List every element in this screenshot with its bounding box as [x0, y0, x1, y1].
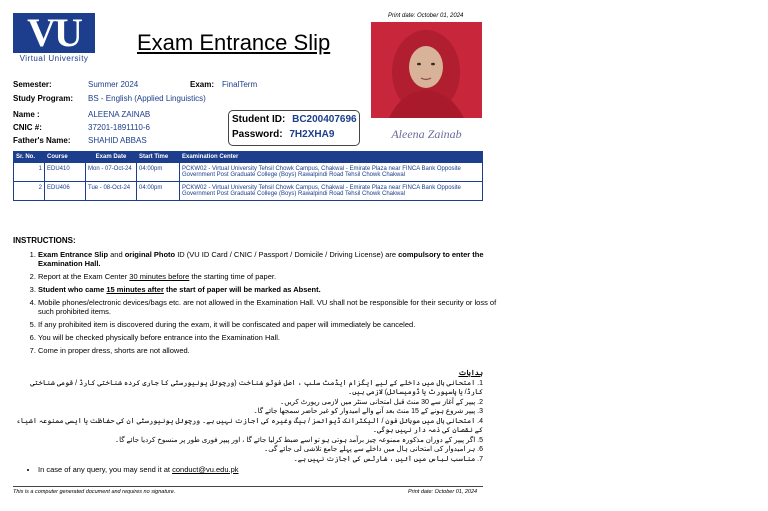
father-label: Father's Name:: [13, 136, 71, 145]
urdu-line: 1. امتحانی ہال میں داخلے کے لیے ایگزام ایڈمٹ سلپ ، اصل فوٹو شناخت (ورچوئل یونیورسٹی کا جاری کردہ شناختی کارڈ / قومی شناختی کارڈ/ یا پاسپورٹ یا ڈومیسائل) لازمی ہیں۔: [30, 379, 483, 396]
col-course: Course: [45, 152, 86, 163]
instructions-list: [13, 250, 513, 359]
contact-email-link[interactable]: conduct@vu.edu.pk: [172, 465, 239, 474]
cell-course: EDU406: [45, 182, 86, 201]
exam-label: Exam:: [190, 80, 215, 89]
exam-schedule-table: [13, 151, 483, 201]
program-label: Study Program:: [13, 94, 74, 103]
student-id-value: BC200407696: [292, 114, 357, 125]
student-photo-image: [371, 22, 482, 118]
vu-logo: VU: [13, 13, 95, 53]
urdu-line: 6. ہر امیدوار کی امتحانی ہال میں داخلے سے پہلے جامع تلاشی لی جائے گی۔: [264, 446, 483, 453]
list-item: 6. You will be checked physically before entrance into the Examination Hall.: [38, 333, 513, 342]
i3-c: the start of paper will be marked as Absent.: [163, 285, 321, 294]
list-item: 5. If any prohibited item is discovered during the exam, it will be confiscated and paper will immediately be canceled.: [38, 320, 513, 329]
i1-a: Exam Entrance Slip: [38, 250, 109, 259]
i2-b: 30 minutes before: [129, 272, 190, 281]
list-item: [38, 272, 513, 281]
cell-time: 04:00pm: [137, 182, 180, 201]
password-label: Password:: [232, 129, 283, 140]
col-sr: Sr. No.: [14, 152, 45, 163]
i2-c: the starting time of paper.: [189, 272, 277, 281]
urdu-instructions: [13, 369, 483, 464]
urdu-line: 7. مناسب لباس میں آئیں ، شارٹس کی اجازت نہیں ہے۔: [293, 455, 483, 463]
cell-course: EDU410: [45, 163, 86, 182]
footer-note: This is a computer generated document and requires no signature.: [13, 489, 176, 495]
semester-label: Semester:: [13, 80, 52, 89]
vu-logo-subtitle: Virtual University: [19, 54, 89, 63]
cell-center: PCKW02 - Virtual University Tehsil Chowk Campus, Chakwal - Emirate Plaza near FINCA Bank Opposite Government Post Graduate College (Boys) Rawalpindi Road Tehsil Chowk Chakwal: [180, 182, 483, 201]
cell-center: PCKW02 - Virtual University Tehsil Chowk Campus, Chakwal - Emirate Plaza near FINCA Bank Opposite Government Post Graduate College (Boys) Rawalpindi Road Tehsil Chowk Chakwal: [180, 163, 483, 182]
i3-a: Student who came: [38, 285, 107, 294]
student-photo: [371, 22, 482, 118]
urdu-line: 5. اگر پیپر کے دوران مذکورہ ممنوعہ چیز برآمد ہوتی ہو تو اسے ضبط کرلیا جائے گا ، اور پیپر فوری طور پر منسوخ کردیا جائے گا۔: [115, 436, 483, 444]
query-list: [13, 465, 239, 474]
list-item: 7. Come in proper dress, shorts are not allowed.: [38, 346, 513, 355]
table-row: [14, 182, 483, 201]
cell-date: Tue - 08-Oct-24: [86, 182, 137, 201]
name-value: ALEENA ZAINAB: [88, 110, 151, 119]
urdu-line: 3. پیپر شروع ہونے کے 15 منٹ بعد آنے والے امیدوار کو غیر حاضر سمجھا جائے گا۔: [253, 408, 483, 415]
list-item: [38, 465, 239, 474]
cell-sr: 1: [14, 163, 45, 182]
urdu-heading: ہدایات: [458, 370, 483, 377]
student-id-label: Student ID:: [232, 114, 286, 125]
i1-b: and: [108, 250, 125, 259]
cell-time: 04:00pm: [137, 163, 180, 182]
semester-value: Summer 2024: [88, 80, 139, 89]
i2-a: Report at the Exam Center: [38, 272, 130, 281]
table-row: [14, 163, 483, 182]
password-value: 7H2XHA9: [289, 129, 335, 140]
program-value: BS - English (Applied Linguistics): [88, 94, 206, 103]
student-id-line: [232, 114, 357, 125]
i1-e: compulsory to enter the Examination Hall.: [38, 250, 484, 268]
urdu-line: 2. پیپر کے آغاز سے 30 منٹ قبل امتحانی سنٹر میں لازمی رپورٹ کریں۔: [280, 398, 483, 406]
col-time: Start Time: [137, 152, 180, 163]
footer-divider: [13, 486, 483, 487]
cell-date: Mon - 07-Oct-24: [86, 163, 137, 182]
cnic-label: CNIC #:: [13, 123, 42, 132]
father-value: SHAHID ABBAS: [88, 136, 147, 145]
i1-d: ID (VU ID Card / CNIC / Passport / Domicile / Driving License) are: [175, 250, 399, 259]
urdu-line: 4. امتحانی ہال میں موبائل فون / الیکٹرانک ڈیوائسز / بیگ وغیرہ کی اجازت نہیں ہے۔ ورچوئل یونیورسٹی ان کی حفاظت یا ایسی ممنوعہ اشیاء کے نقصان کی ذمہ دار نہیں ہوگی۔: [16, 417, 483, 434]
page-title: Exam Entrance Slip: [137, 30, 331, 55]
cnic-value: 37201-1891110-6: [88, 123, 150, 132]
exam-value: FinalTerm: [222, 80, 258, 89]
col-center: Examination Center: [180, 152, 483, 163]
credentials-box: [228, 110, 360, 146]
password-line: [232, 129, 334, 140]
cell-sr: 2: [14, 182, 45, 201]
list-item: [38, 250, 513, 268]
i1-c: original Photo: [124, 250, 176, 259]
list-item: [38, 285, 513, 294]
col-date: Exam Date: [86, 152, 137, 163]
i3-b: 15 minutes after: [106, 285, 164, 294]
table-header-row: [14, 152, 483, 163]
list-item: 4. Mobile phones/electronic devices/bags etc. are not allowed in the Examination Hall. VU shall not be responsible for their security or loss of such prohibited items.: [38, 298, 513, 316]
footer-print-date: Print date: October 01, 2024: [408, 489, 478, 495]
instructions-heading: INSTRUCTIONS:: [13, 236, 76, 245]
query-text: In case of any query, you may send it at: [38, 465, 173, 474]
name-label: Name :: [13, 110, 40, 119]
student-signature: Aleena Zainab: [391, 127, 462, 141]
print-date-top: Print date: October 01, 2024: [388, 13, 464, 19]
